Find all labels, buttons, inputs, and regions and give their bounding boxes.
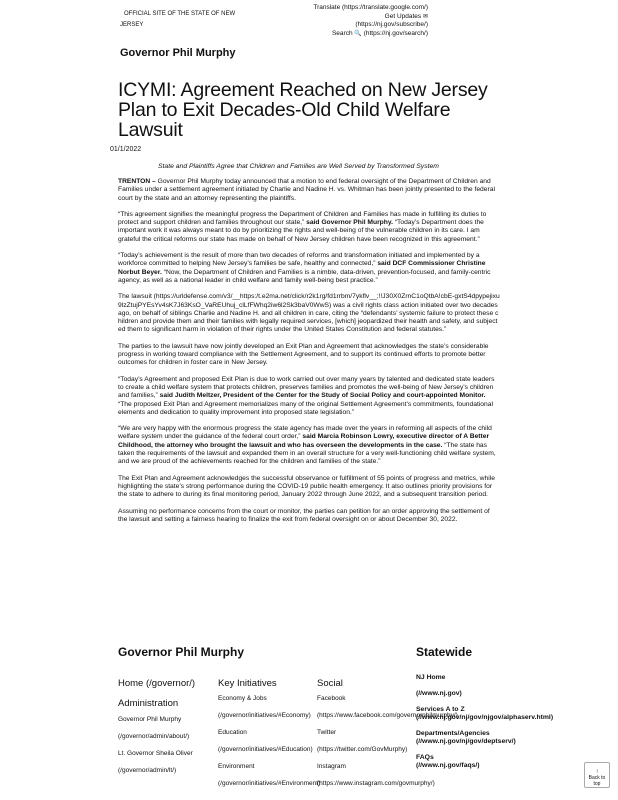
attribution: said Judith Meltzer, President of the Center for the Study of Social Policy and court-appointed Monitor. <box>157 392 486 400</box>
translate-link[interactable]: Translate (https://translate.google.com/) <box>313 4 428 11</box>
footer-link[interactable]: Governor Phil Murphy <box>118 716 182 723</box>
quote-text: “Today’s achievement is the result of more than two decades of reforms and transformation initiated and implemented by a workforce committed to helping New Jersey’s families be safe, healthy and connected,” <box>118 252 480 268</box>
quote-text: “This agreement signifies the meaningful progress the Department of Children and Families has made in fulfilling its duties to protect and support children and families throughout our state,” <box>118 210 487 227</box>
paragraph-3 <box>118 252 500 285</box>
envelope-icon: ✉ <box>422 13 428 20</box>
footer-col-statewide <box>416 674 553 770</box>
footer-link[interactable]: Facebook <box>317 695 346 702</box>
statewide-url[interactable] <box>416 762 553 770</box>
footer-link[interactable]: (/governor/admin/about/) <box>118 733 190 740</box>
statewide-link[interactable] <box>416 730 553 738</box>
article-body <box>118 178 500 532</box>
quote-text: “Today’s Agreement and proposed Exit Plan is due to work carried out over many years by talented and dedicated state leaders to create a child welfare system that protects children, preserves families and promotes the well-being of New Jersey’s children and families,” <box>118 375 495 400</box>
paragraph-1 <box>118 178 500 203</box>
statewide-link[interactable] <box>416 706 553 714</box>
footer-link[interactable]: Education <box>218 729 247 736</box>
paragraph-7 <box>118 425 500 466</box>
footer-link[interactable]: (https://twitter.com/GovMurphy) <box>317 746 408 753</box>
site-title-line2: JERSEY <box>120 22 144 28</box>
arrow-up-icon: ↑ <box>595 769 599 775</box>
statewide-url-text: (//www.nj.gov/nj/gov/njgov/alphaserv.html) <box>416 714 554 721</box>
paragraph-5: The parties to the lawsuit have now jointly developed an Exit Plan and Agreement that acknowledges the state’s considerable progress in working toward compliance with the Settlement Agreement, and to support its continued efforts to promote better outcomes for children in foster care in New Jersey. <box>118 342 489 367</box>
statewide-url-text: (//www.nj.gov/faqs/) <box>416 762 480 769</box>
statewide-url[interactable] <box>416 690 553 698</box>
statewide-link[interactable] <box>416 754 553 762</box>
updates-link[interactable] <box>313 13 428 22</box>
footer-link[interactable]: Twitter <box>317 729 337 736</box>
governor-name[interactable]: Governor Phil Murphy <box>120 47 236 59</box>
quote-text: “The proposed Exit Plan and Agreement memorializes many of the original Settlement Agreement’s commitments, foundational elements and dedication to quality improvement into proposed state legislation.” <box>118 400 493 416</box>
search-label: Search <box>331 29 353 37</box>
updates-url[interactable]: (https://nj.gov/subscribe/) <box>355 21 428 28</box>
quote-text: “We are very happy with the enormous progress the state agency has made over the years in reforming all aspects of the child welfare system under the guidance of the federal court order,” <box>118 425 492 441</box>
attribution: said Governor Phil Murphy. <box>304 219 393 227</box>
footer-link[interactable]: Instagram <box>317 763 346 770</box>
footer-title: Governor Phil Murphy <box>118 645 245 659</box>
statewide-link[interactable] <box>416 674 553 682</box>
statewide-url-text: (//www.nj.gov) <box>416 690 462 697</box>
footer-link[interactable]: (https://www.facebook.com/governorphilmurphy/) <box>317 712 458 719</box>
attribution: said DCF Commissioner Christine Norbut Beyer. <box>118 260 486 276</box>
updates-label: Get Updates <box>384 12 422 20</box>
statewide-label: Departments/Agencies <box>416 730 490 737</box>
footer-col-initiatives <box>218 676 320 797</box>
paragraph-9: Assuming no performance concerns from the court or monitor, the parties can petition for an order approving the settlement of the lawsuit and setting a fairness hearing to finalize the exit from federal oversight on or about December 30, 2022. <box>118 507 490 523</box>
footer-col-home <box>118 676 195 784</box>
quote-text: “Now, the Department of Children and Families is a nimble, data-driven, prevention-focused, and family-centric agency, as well as a national leader in child welfare and family well-being best practice.” <box>118 268 491 284</box>
paragraph-text: Governor Phil Murphy today announced that a motion to end federal oversight of the Department of Children and Families under a settlement agreement initiated by Charlie and Nadine H. vs. Whitman has been jointly presented to the federal court by the state and an attorney representing the plaintiffs. <box>118 178 495 202</box>
site-title: OFFICIAL SITE OF THE STATE OF NEW <box>124 11 236 17</box>
footer-link[interactable]: (/governor/initiatives/#Environment) <box>218 780 321 787</box>
paragraph-6 <box>118 376 500 417</box>
paragraph-8: The Exit Plan and Agreement acknowledges the successful observance or fulfillment of 55 points of progress and metrics, while highlighting the state’s strong performance during the COVID-19 public health emergency. It also outlines priority provisions for the state to adhere to during its final monitoring period, January 2022 through June 2022, and a subsequent transition period. <box>118 474 495 499</box>
dateline: TRENTON – <box>118 178 156 185</box>
footer-link[interactable]: (/governor/initiatives/#Economy) <box>218 712 311 719</box>
paragraph-4: The lawsuit (https://urldefense.com/v3/__https:/t.e2ma.net/click/r2k1rg/fd1rrbm/7ykflv__;!!J30X0ZrnC1oQtbA!cbE-gxtS4dpypejixu9lzZtujPYEsYv4sK7J63KsO_VaREUhuj_clLfFWhq2iw6l2Sk3baV0WwS) was a civil rights class action initiated over two decades ago, on behalf of siblings Charlie and Nadine H. and all children in care, citing the “defendants’ systemic failure to protect these children and provide them and their families with legally required services, [which] jeopardized their health and safety, and subjected them to significant harm in violation of their rights under the United States Constitution and federal statutes.” <box>118 293 500 334</box>
search-icon: 🔍 <box>354 30 362 37</box>
attribution: said Marcia Robinson Lowry, executive director of A Better Childhood, the attorney who brought the lawsuit and who has overseen the developments in the case. <box>118 433 490 449</box>
footer-home-link[interactable]: Home (/governor/) <box>118 678 196 689</box>
back-to-top-button[interactable] <box>584 762 610 788</box>
statewide-label: Services A to Z <box>416 706 465 713</box>
quote-text: “Today’s Department does the important work it was always meant to do by prioritizing the rights and well-being of the vulnerable children in its care. I am grateful the critical reforms our state has made on behalf of New Jersey children have been recognized in this agreement.” <box>118 219 484 243</box>
footer-link[interactable]: Lt. Governor Sheila Oliver <box>118 750 193 757</box>
footer-link[interactable]: (/governor/initiatives/#Education) <box>218 746 313 753</box>
article-subtitle: State and Plaintiffs Agree that Children and Families are Well Served by Transformed System <box>158 163 439 170</box>
statewide-title: Statewide <box>416 645 473 659</box>
statewide-label: NJ Home <box>416 674 446 681</box>
search-url: (https://nj.gov/search/) <box>363 29 428 37</box>
footer-link[interactable]: (https://www.instagram.com/govmurphy/) <box>317 780 435 787</box>
statewide-url-text: (//www.nj.gov/nj/gov/deptserv/) <box>416 738 516 745</box>
footer-link[interactable]: Economy & Jobs <box>218 695 267 702</box>
footer-initiatives-heading: Key Initiatives <box>218 678 277 689</box>
quote-text: “The state has taken the requirements of the lawsuit and expanded them in an overall structure for a very well-functioning child welfare system, and we are proud of the achievements reached for the children and families of the state.” <box>118 441 496 466</box>
statewide-label: FAQs <box>416 754 434 761</box>
article-date: 01/1/2022 <box>110 146 142 153</box>
footer-link[interactable]: (/governor/admin/lt/) <box>118 767 177 774</box>
paragraph-2 <box>118 211 500 244</box>
footer-admin-heading: Administration <box>118 698 179 709</box>
statewide-url[interactable] <box>416 714 553 722</box>
top-nav <box>313 4 428 38</box>
search-link[interactable] <box>313 30 428 39</box>
statewide-url[interactable] <box>416 738 553 746</box>
back-to-top-label: Back to top <box>588 775 606 787</box>
footer-link[interactable]: Environment <box>218 763 255 770</box>
footer-social-heading: Social <box>317 678 343 689</box>
page-title: ICYMI: Agreement Reached on New Jersey Plan to Exit Decades-Old Child Welfare Lawsuit <box>118 79 488 141</box>
